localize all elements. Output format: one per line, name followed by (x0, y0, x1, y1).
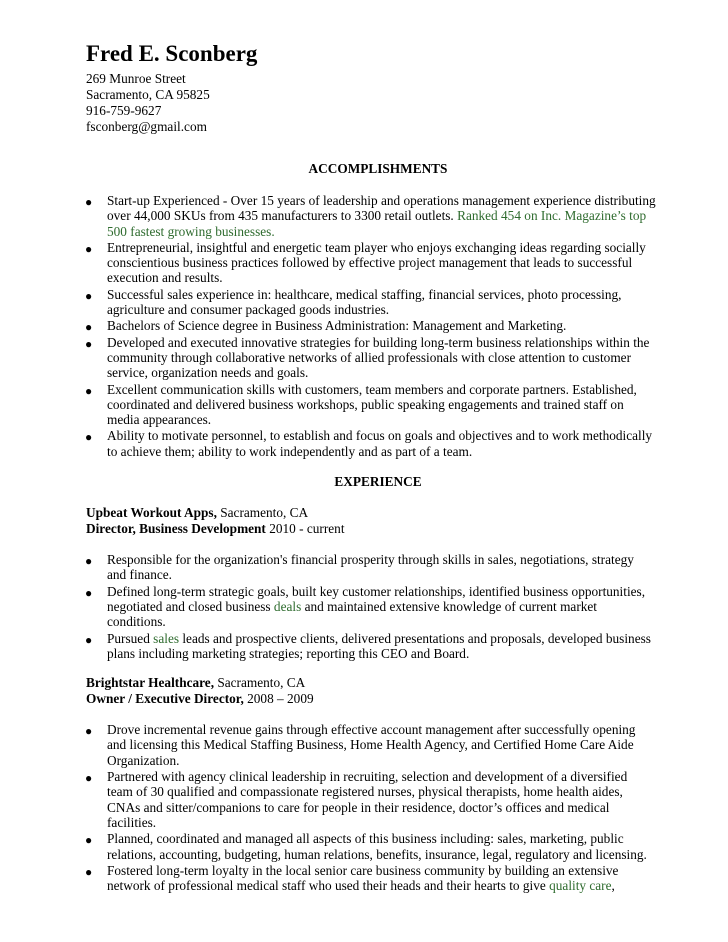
accomplishments-heading: ACCOMPLISHMENTS (308, 161, 448, 176)
job-duties-list (86, 552, 656, 661)
list-item (86, 584, 656, 630)
contact-header (86, 40, 656, 135)
list-item (86, 428, 656, 459)
list-item (86, 552, 656, 583)
company-name: Brightstar Healthcare, (86, 675, 215, 691)
job-entry (86, 505, 656, 661)
job-duties-list (86, 722, 656, 893)
accomplishment-highlight: Ranked 454 on Inc. Magazine’s top 500 fastest growing businesses. (107, 208, 647, 239)
list-item (86, 240, 656, 286)
accomplishment-text: Entrepreneurial, insightful and energetic team player who enjoys exchanging ideas regarding socially conscientious business practices followed by effective project management that leads to successful execution and results. (107, 239, 646, 286)
list-item (86, 193, 656, 239)
duty-link-word: sales (153, 630, 180, 646)
company-location: Sacramento, CA (214, 675, 306, 691)
list-item (86, 382, 656, 428)
bullet-icon: ● (85, 585, 93, 600)
bullet-icon: ● (85, 632, 93, 647)
street-address: 269 Munroe Street (86, 71, 186, 86)
job-title-line (86, 521, 656, 537)
job-entry (86, 675, 656, 893)
duty-text: Planned, coordinated and managed all aspects of this business including: sales, marketing, public relations, accounting, budgeting, human relations, benefits, insurance, legal, regulatory and licensing. (107, 831, 647, 862)
job-company-line (86, 505, 656, 521)
bullet-icon: ● (85, 833, 93, 848)
bullet-icon: ● (85, 288, 93, 303)
duty-text: Defined long-term strategic goals, built key customer relationships, identified business opportunities, negotiated and closed business (107, 583, 646, 614)
list-item (86, 831, 656, 862)
job-dates: 2010 - current (265, 521, 345, 537)
bullet-icon: ● (85, 195, 93, 209)
bullet-icon: ● (85, 430, 93, 445)
bullet-icon: ● (85, 383, 93, 398)
duty-text: Fostered long-term loyalty in the local senior care business community by building an extensive network of professional medical staff who used their heads and their hearts to give (107, 862, 619, 894)
job-company-line (86, 675, 656, 691)
duty-text-rest: , (611, 878, 615, 894)
job-title-line (86, 691, 656, 707)
accomplishments-list (86, 193, 656, 459)
bullet-icon: ● (85, 864, 93, 879)
job-dates: 2008 – 2009 (243, 691, 314, 707)
duty-link-word: quality care (549, 878, 612, 894)
duty-text-rest: and maintained extensive knowledge of current market conditions. (107, 598, 597, 630)
duty-text: Responsible for the organization's financial prosperity through skills in sales, negotiations, strategy and finance. (107, 552, 634, 583)
company-name: Upbeat Workout Apps, (86, 505, 217, 521)
bullet-icon: ● (85, 554, 93, 569)
bullet-icon: ● (85, 336, 93, 351)
bullet-icon: ● (85, 241, 93, 256)
accomplishment-text: Ability to motivate personnel, to establish and focus on goals and objectives and to work methodically to achieve them; ability to work independently and as part of a team. (107, 428, 653, 459)
list-item (86, 335, 656, 381)
accomplishment-text: Developed and executed innovative strategies for building long-term business relationships within the community through collaborative networks of allied professionals with close attention to customer service, organization needs and goals. (107, 334, 650, 381)
list-item (86, 863, 656, 894)
duty-text-rest: leads and prospective clients, delivered presentations and proposals, developed business plans including marketing strategies; reporting this CEO and Board. (107, 630, 651, 661)
resume-page (86, 40, 656, 893)
bullet-icon: ● (85, 320, 93, 335)
duty-text: Drove incremental revenue gains through effective account management after successfully opening and licensing this Medical Staffing Business, Home Health Agency, and Certified Home Care Aide Organization. (107, 722, 636, 768)
applicant-name: Fred E. Sconberg (86, 41, 258, 66)
duty-link-word: deals (273, 598, 302, 614)
list-item (86, 318, 656, 333)
job-title: Director, Business Development (86, 521, 266, 537)
accomplishment-text: Start-up Experienced - Over 15 years of leadership and operations management experience distributing over 44,000 SKUs from 435 manufacturers to 3300 retail outlets. (107, 193, 656, 224)
accomplishment-text: Successful sales experience in: healthcare, medical staffing, financial services, photo processing, agriculture and consumer packaged goods industries. (107, 286, 622, 318)
job-title: Owner / Executive Director, (86, 691, 244, 707)
list-item (86, 631, 656, 662)
duty-text: Partnered with agency clinical leadership in recruiting, selection and development of a diversified team of 30 qualified and compassionate registered nurses, physical therapists, home health aides, CNAs and sitter/companions to care for people in their residence, doctor’s offices and medical facilities. (107, 769, 628, 830)
bullet-icon: ● (85, 771, 93, 786)
phone-number: 916-759-9627 (86, 103, 162, 118)
list-item (86, 287, 656, 318)
duty-text: Pursued (107, 630, 154, 646)
experience-heading: EXPERIENCE (334, 474, 422, 490)
email-address: fsconberg@gmail.com (86, 119, 207, 134)
list-item (86, 769, 656, 830)
city-state-zip: Sacramento, CA 95825 (86, 87, 210, 102)
list-item (86, 722, 656, 768)
accomplishment-text: Bachelors of Science degree in Business Administration: Management and Marketing. (107, 318, 567, 334)
accomplishment-text: Excellent communication skills with customers, team members and corporate partners. Established, coordinated and delivered business workshops, public speaking engagements and trained staff on media appearances. (107, 381, 637, 428)
bullet-icon: ● (85, 724, 93, 739)
company-location: Sacramento, CA (216, 505, 309, 521)
